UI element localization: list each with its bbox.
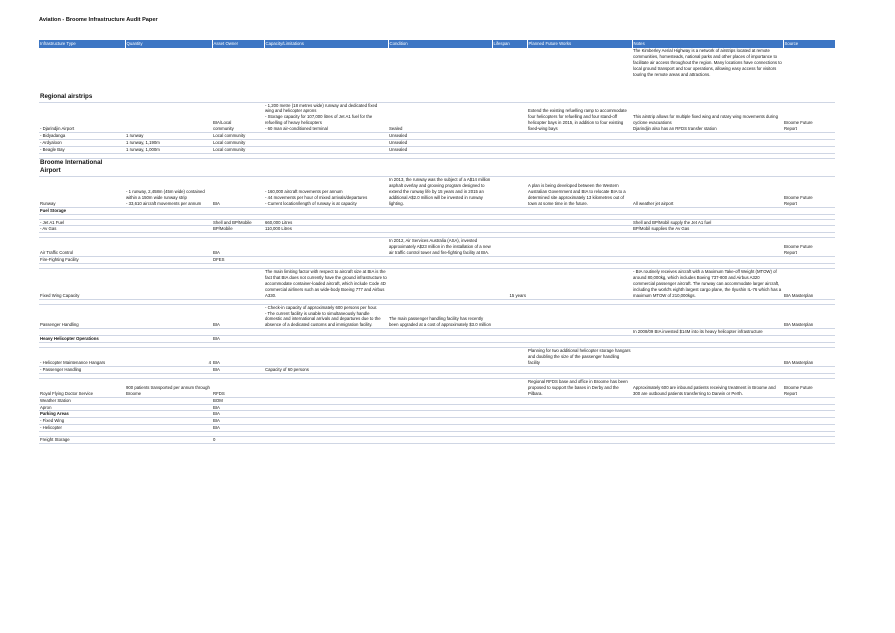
cell-notes: All weather jet airport bbox=[632, 176, 783, 207]
cell-type: - Av Gas bbox=[39, 226, 125, 233]
cell-future: A plan is being developed between the Western Australian Government and BIA to relocate BIA to a determined site approximately 13 kilometres out of town at some time in the future. bbox=[527, 176, 632, 207]
cell-notes: BP/Mobil supplies the Av Gas bbox=[632, 226, 783, 233]
table-row bbox=[39, 176, 835, 207]
cell-capacity: Capacity of 60 persons bbox=[264, 366, 388, 373]
cell-quantity: 1 runway bbox=[125, 133, 212, 140]
cell-owner: BIA/Local community bbox=[212, 102, 264, 133]
section-heading: Broome International Airport bbox=[39, 158, 125, 176]
col-future-works: Planned Future Works bbox=[527, 40, 632, 48]
cell-owner: BIA bbox=[212, 418, 264, 425]
cell-type: Apron bbox=[39, 404, 125, 411]
audit-table bbox=[39, 40, 836, 444]
col-notes: Notes bbox=[632, 40, 783, 48]
cell-capacity: - 1,200 metre (18 metres wide) runway and dedicated fixed wing and helicopter aprons - Storage capacity for 107,000 litres of Jet A1 fuel for the refuelling of heavy helicopters - 60 man air-conditioned terminal bbox=[264, 102, 388, 133]
cell-owner: BIA bbox=[212, 425, 264, 432]
col-condition: Condition bbox=[388, 40, 492, 48]
cell-source: Broome Future Report bbox=[783, 378, 835, 397]
cell-owner: BIA bbox=[212, 411, 264, 418]
col-infrastructure-type: Infrastructure Type bbox=[39, 40, 125, 48]
table-row bbox=[39, 425, 835, 432]
table-row bbox=[39, 257, 835, 264]
cell-owner: BIA bbox=[212, 348, 264, 367]
table-row bbox=[39, 238, 835, 257]
cell-source: BIA Masterplan bbox=[783, 348, 835, 367]
cell-capacity: - 160,000 aircraft movements per annum - 44 movements per hour of mixed arrivals/departures - Current location/length of runway is at capacity bbox=[264, 176, 388, 207]
cell-owner: BIA bbox=[212, 304, 264, 329]
cell-type: Weather Station bbox=[39, 397, 125, 404]
cell-owner: BOM bbox=[212, 397, 264, 404]
table-row bbox=[39, 269, 835, 300]
cell-quantity: 4 bbox=[125, 348, 212, 367]
cell-type: - Passenger Handling bbox=[39, 366, 125, 373]
cell-source: Broome Future Report bbox=[783, 176, 835, 207]
cell-capacity: The main limiting factor with respect to aircraft size at BIA is the fact that BIA does not currently have the ground infrastructure to accommodate container-loaded aircraft, which include Code 4D commercial airliners such as wide-body Boeing 777 and Airbus A330. bbox=[265, 269, 387, 298]
cell-type: Fire-Fighting Facility bbox=[39, 257, 125, 264]
col-quantity: Quantity bbox=[125, 40, 212, 48]
cell-capacity: 660,000 Litres bbox=[264, 219, 388, 226]
table-row bbox=[39, 102, 835, 133]
table-row bbox=[39, 207, 835, 214]
cell-type: - Bidyadanga bbox=[39, 133, 125, 140]
col-source: Source bbox=[783, 40, 835, 48]
cell-owner: Local community bbox=[212, 146, 264, 153]
cell-owner: Shell and BP/Mobile bbox=[212, 219, 264, 226]
cell-owner: Local community bbox=[212, 140, 264, 147]
cell-future: Regional RFDS base and office in Broome has been proposed to support the bases in Derby and the Pilbara. bbox=[527, 378, 632, 397]
cell-owner: DFES bbox=[212, 257, 264, 264]
cell-notes: Approximately 600 are inbound patients receiving treatment in Broome and 300 are outbound patients transferring to Darwin or Perth. bbox=[632, 378, 783, 397]
header-row bbox=[39, 40, 835, 48]
cell-notes: - BIA routinely receives aircraft with a Maximum Take-off Weight (MTOW) of around 80,000kg, which includes Boeing 737-800 and Airbus A320 commercial passenger aircraft. The runway can accommodate larger aircraft, including the world's eighth largest cargo plane, the Ilyushin IL-76 which has a maximum MTOW of 210,000kgs. bbox=[633, 269, 782, 298]
cell-type: - Ardyaloon bbox=[39, 140, 125, 147]
table-row bbox=[39, 146, 835, 153]
cell-notes: Shell and BP/Mobil supply the Jet A1 fuel bbox=[632, 219, 783, 226]
table-row bbox=[39, 336, 835, 343]
cell-quantity: 1 runway, 1,190m bbox=[125, 140, 212, 147]
section-heading: Heavy Helicopter Operations bbox=[39, 336, 125, 343]
cell-lifespan: 15 years bbox=[492, 269, 527, 300]
table-row bbox=[39, 378, 835, 397]
cell-owner: Local community bbox=[212, 133, 264, 140]
cell-notes: In 2008/09 BIA invested $14M into its heavy helicopter infrastructure bbox=[632, 329, 783, 336]
cell-type: - Helicopter Maintenance Hangars bbox=[39, 348, 125, 367]
cell-notes: The Kimberley Aerial Highway is a network of airstrips located at remote communities, homesteads, national parks and other places of importance to facilitate air access throughout the region. Many locations have connections to local ground transport and tour operations, allowing easy access for visitors touring the remote areas and attractions. bbox=[632, 48, 783, 102]
cell-owner: BIA bbox=[212, 176, 264, 207]
cell-type: - Beagle Bay bbox=[39, 146, 125, 153]
table-row bbox=[39, 418, 835, 425]
cell-condition: Sealed bbox=[388, 102, 492, 133]
cell-quantity: 1 runway, 1,000m bbox=[125, 146, 212, 153]
cell-owner: BIA bbox=[212, 336, 264, 343]
table-row bbox=[39, 404, 835, 411]
cell-source: Broome Future Report bbox=[783, 238, 835, 257]
section-heading: Regional airstrips bbox=[39, 48, 125, 102]
cell-condition: Unsealed bbox=[388, 133, 492, 140]
cell-type: Parking Areas bbox=[39, 411, 125, 418]
cell-owner: BIA bbox=[212, 404, 264, 411]
cell-quantity: - 1 runway, 2,458m (45m wide) contained within a 150m wide runway strip - 33,610 aircraft movements per annum bbox=[125, 176, 212, 207]
cell-type: Royal Flying Doctor Service bbox=[39, 378, 125, 397]
table-row bbox=[39, 437, 835, 444]
cell-quantity: 900 patients transported per annum through Broome bbox=[125, 378, 212, 397]
table-row bbox=[39, 329, 835, 336]
table-row bbox=[39, 48, 835, 102]
cell-type: - Helicopter bbox=[39, 425, 125, 432]
cell-type: - Fixed Wing bbox=[39, 418, 125, 425]
section-heading: Fuel Storage bbox=[39, 207, 125, 214]
cell-condition: The main passenger handling facility has recently been upgraded at a cost of approximately $3.0 million bbox=[388, 304, 492, 329]
cell-type: Air Traffic Control bbox=[39, 238, 125, 257]
table-row bbox=[39, 133, 835, 140]
cell-source: BIA Masterplan bbox=[783, 304, 835, 329]
cell-owner: RFDS bbox=[212, 378, 264, 397]
col-asset-owner: Asset Owner bbox=[212, 40, 264, 48]
table-row bbox=[39, 226, 835, 233]
table-row bbox=[39, 411, 835, 418]
cell-notes: This airstrip allows for multiple fixed wing and rotary wing movements during cyclone evacuations Djarindjin also has an RFDS transfer station bbox=[632, 102, 783, 133]
cell-source: Broome Future Report bbox=[783, 102, 835, 133]
cell-source: BIA Masterplan bbox=[783, 269, 835, 300]
cell-condition: In 2012, Air Services Australia (ASA), invested approximately A$23 million in the installation of a new air traffic control tower and fire-fighting facility at BIA. bbox=[389, 238, 491, 256]
cell-type: - Jet A1 Fuel bbox=[39, 219, 125, 226]
cell-owner: BIA bbox=[212, 366, 264, 373]
cell-future: Planning for two additional helicopter storage hangars and doubling the size of the passenger handling facility bbox=[528, 348, 631, 366]
table-row bbox=[39, 348, 835, 367]
cell-owner: BIA bbox=[212, 238, 264, 257]
cell-quantity: 0 bbox=[212, 437, 264, 444]
document-title: Aviation - Broome Infrastructure Audit Paper bbox=[39, 17, 158, 23]
table-row bbox=[39, 158, 835, 176]
cell-type: Freight Storage bbox=[39, 437, 125, 444]
table-row bbox=[39, 219, 835, 226]
col-lifespan: Lifespan bbox=[492, 40, 527, 48]
cell-type: Fixed Wing Capacity bbox=[39, 269, 125, 300]
cell-condition: Unsealed bbox=[388, 146, 492, 153]
table-row bbox=[39, 366, 835, 373]
table-row bbox=[39, 140, 835, 147]
cell-condition: In 2013, the runway was the subject of a A$14 million asphalt overlay and grooving program designed to extend the runway life by 15 years and in 2015 an additional A$2.0 million will be invested in runway lighting. bbox=[389, 176, 491, 206]
col-capacity: Capacity/Limitations bbox=[264, 40, 388, 48]
cell-type: Runway bbox=[39, 176, 125, 207]
cell-owner: BP/Mobile bbox=[212, 226, 264, 233]
table-row bbox=[39, 397, 835, 404]
cell-type: Passenger Handling bbox=[39, 304, 125, 329]
cell-capacity: - Check-in capacity of approximately 600 persons per hour. - The current facility is unable to simultaneously handle domestic and international arrivals and departures due to the absence of a dedicated customs and immigration facility. bbox=[264, 304, 388, 329]
table-row bbox=[39, 304, 835, 329]
cell-capacity: 110,000 Litres bbox=[264, 226, 388, 233]
cell-condition: Unsealed bbox=[388, 140, 492, 147]
cell-future: Extend the existing refuelling ramp to accommodate four helicopters for refuelling and four stand-off helicopter bays in 2015, in addition to four existing fixed-wing bays bbox=[527, 102, 632, 133]
cell-type: - Djarindjin Airport bbox=[39, 102, 125, 133]
